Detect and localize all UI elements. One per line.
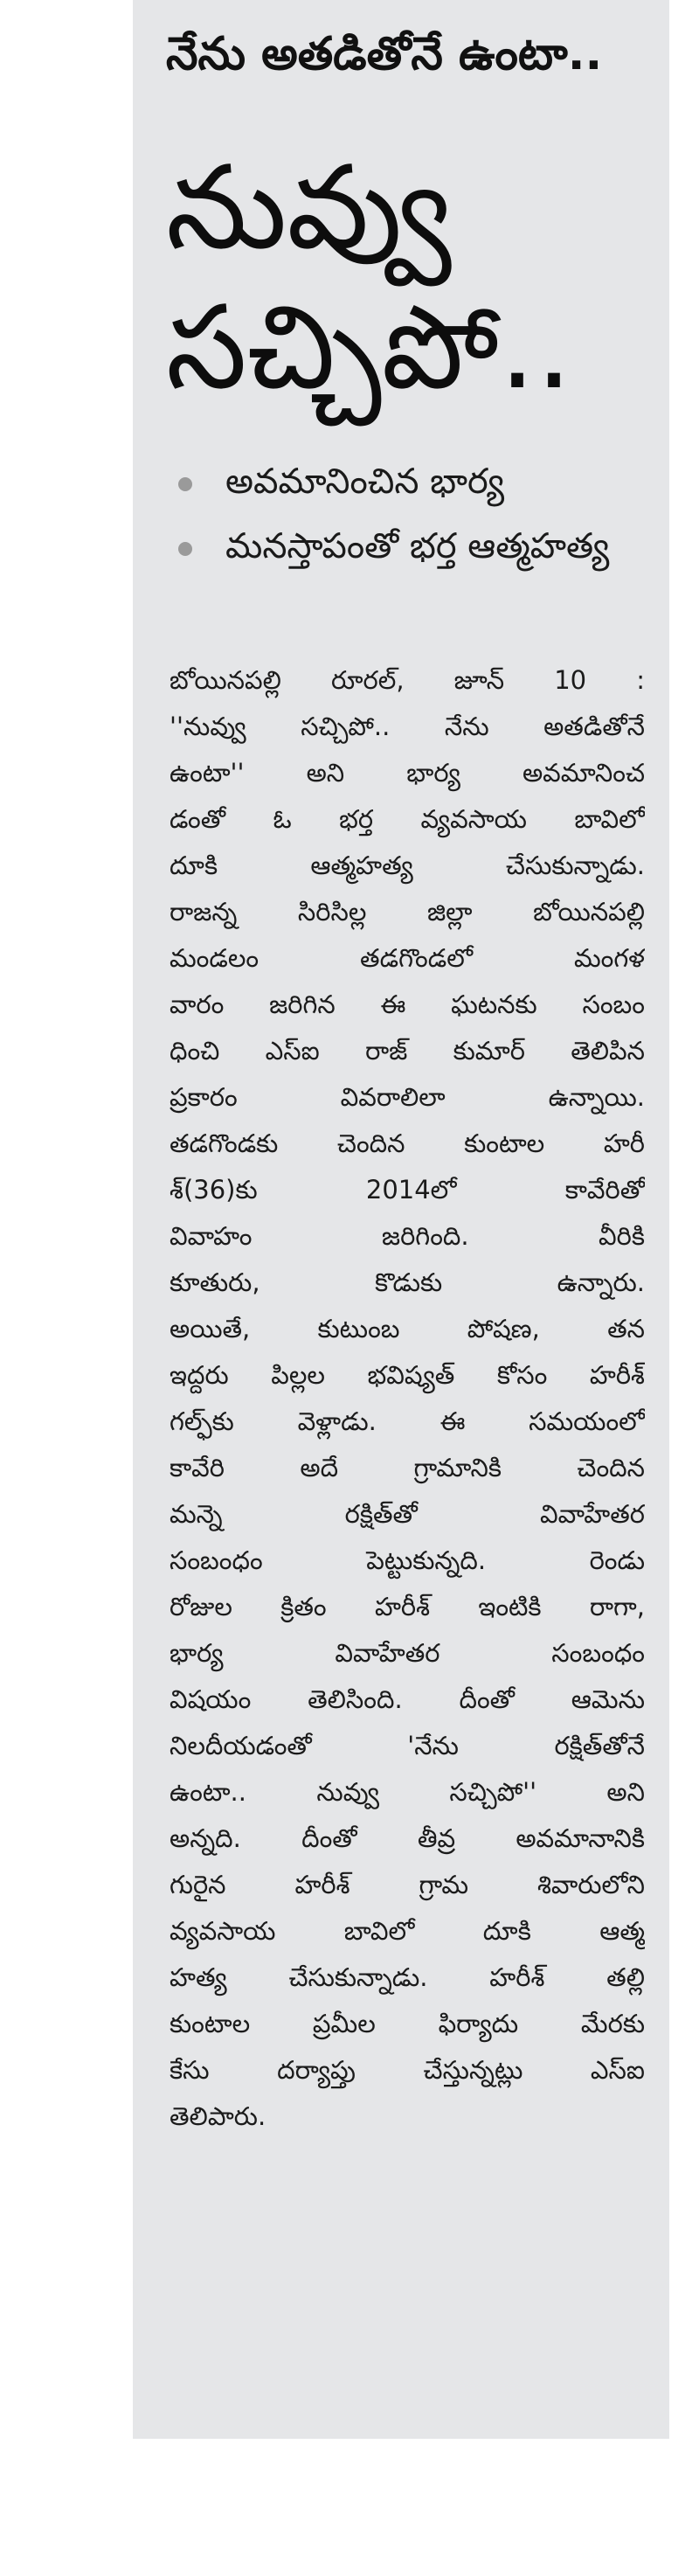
highlight-text: అవమానించిన భార్య: [225, 462, 505, 502]
article-body-line: ప్రకారం వివరాలిలా ఉన్నాయి.: [170, 1082, 645, 1112]
article-body-line: మన్నె రక్షిత్‌తో వివాహేతర: [170, 1499, 645, 1529]
article-body-line: అన్నది. దీంతో తీవ్ర అవమానానికి: [170, 1823, 645, 1853]
article-body-line: వారం జరిగిన ఈ ఘటనకు సంబం: [170, 989, 645, 1019]
kicker-line: నేను అతడితోనే ఉంటా..: [166, 28, 603, 80]
article-body-line: ఇద్దరు పిల్లల భవిష్యత్‌ కోసం హరీశ్‌: [170, 1360, 645, 1390]
headline-line-2: సచ్చిపో..: [166, 281, 573, 415]
article-body-line: ''నువ్వు సచ్చిపో.. నేను అతడితోనే: [170, 712, 645, 741]
article-body-line: శ్‌(36)కు 2014లో కావేరితో: [170, 1175, 645, 1205]
article-body-line: తెలిపారు.: [170, 2101, 266, 2131]
article-body-line: కూతురు, కొడుకు ఉన్నారు.: [170, 1267, 645, 1297]
article-body-line: దూకి ఆత్మహత్య చేసుకున్నాడు.: [170, 851, 645, 880]
article-body-line: వివాహం జరిగింది. వీరికి: [170, 1221, 645, 1251]
article-body-line: విషయం తెలిసింది. దీంతో ఆమెను: [170, 1684, 645, 1714]
article-body-line: మండలం తడగొండలో మంగళ: [170, 943, 645, 973]
highlight-item: [171, 519, 661, 573]
article-body-line: అయితే, కుటుంబ పోషణ, తన: [170, 1314, 645, 1344]
article-body: [170, 657, 645, 2140]
highlight-text: మనస్తాపంతో భర్త ఆత్మహత్య: [225, 526, 610, 566]
article-body-line: నిలదీయడంతో 'నేను రక్షిత్‌తోనే: [170, 1731, 645, 1760]
article-body-line: వ్యవసాయ బావిలో దూకి ఆత్మ: [170, 1916, 645, 1946]
bullet-icon: [178, 477, 192, 491]
article-body-line: బోయినపల్లి రూరల్‌, జూన్‌ 10 :: [170, 665, 645, 695]
article-body-line: ఉంటా.. నువ్వు సచ్చిపో'' అని: [170, 1777, 645, 1807]
article-body-line: డంతో ఓ భర్త వ్యవసాయ బావిలో: [170, 804, 645, 834]
highlight-item: [171, 455, 661, 509]
article-body-line: ఉంటా'' అని భార్య అవమానించ: [170, 758, 645, 788]
article-body-line: గల్ఫ్‌కు వెళ్లాడు. ఈ సమయంలో: [170, 1406, 645, 1436]
article-body-line: హత్య చేసుకున్నాడు. హరీశ్‌ తల్లి: [170, 1962, 645, 1992]
article-body-line: ధించి ఎస్‌ఐ రాజ్‌ కుమార్‌ తెలిపిన: [170, 1036, 645, 1066]
article-body-line: కేసు దర్యాప్తు చేస్తున్నట్లు ఎస్‌ఐ: [170, 2055, 645, 2085]
article-body-line: రాజన్న సిరిసిల్ల జిల్లా బోయినపల్లి: [170, 897, 645, 927]
highlights-list: [171, 455, 661, 584]
article-body-line: కుంటాల ప్రమీల ఫిర్యాదు మేరకు: [170, 2009, 645, 2038]
bullet-icon: [178, 542, 192, 556]
article-body-line: సంబంధం పెట్టుకున్నది. రెండు: [170, 1545, 645, 1575]
article-body-line: తడగొండకు చెందిన కుంటాల హరీ: [170, 1128, 645, 1158]
headline-line-1: నువ్వు: [166, 141, 452, 275]
article-body-line: రోజుల క్రితం హరీశ్‌ ఇంటికి రాగా,: [170, 1592, 645, 1621]
article-body-line: కావేరి అదే గ్రామానికి చెందిన: [170, 1453, 645, 1482]
article-body-line: భార్య వివాహేతర సంబంధం: [170, 1638, 645, 1668]
article-body-line: గురైన హరీశ్‌ గ్రామ శివారులోని: [170, 1870, 645, 1899]
